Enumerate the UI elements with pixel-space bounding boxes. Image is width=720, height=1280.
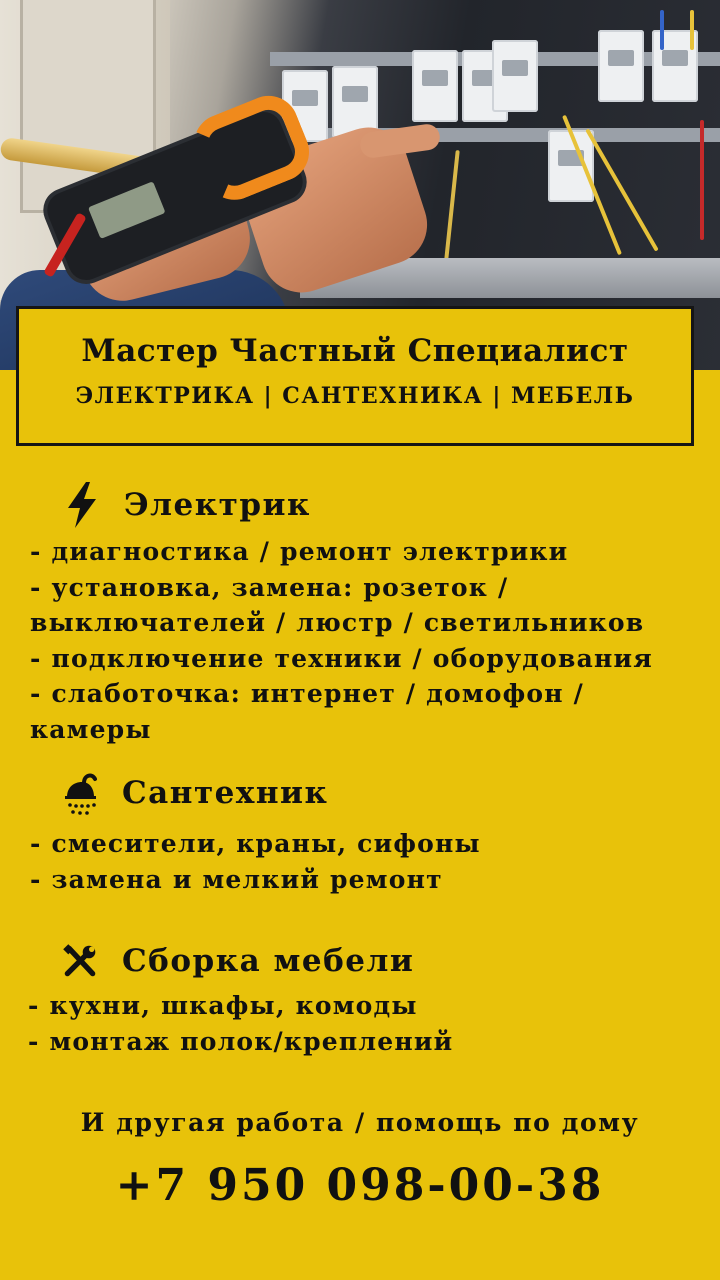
list-item: камеры (30, 714, 152, 744)
list-item: - монтаж полок/креплений (28, 1026, 454, 1056)
list-item: - смесители, краны, сифоны (30, 829, 481, 858)
section-header (0, 482, 720, 528)
title-box (16, 306, 694, 446)
list-item: - слаботочка: интернет / домофон / (30, 679, 584, 708)
list-item: - замена и мелкий ремонт (30, 864, 443, 894)
section-furniture (0, 938, 720, 1059)
section-header (0, 770, 720, 816)
list-item: - установка, замена: розеток / (30, 572, 509, 602)
list-item: - диагностика / ремонт электрики (30, 537, 569, 566)
lightning-bolt-icon (64, 485, 100, 525)
section-header (0, 938, 720, 984)
section-plumber (0, 770, 720, 897)
list-item: - кухни, шкафы, комоды (28, 991, 418, 1020)
tools-icon (62, 941, 98, 981)
section-items (0, 826, 720, 897)
shower-icon (62, 773, 98, 813)
list-item: - подключение техники / оборудования (30, 643, 653, 673)
section-title: Сборка мебели (122, 943, 415, 979)
page-subtitle: ЭЛЕКТРИКА | САНТЕХНИКА | МЕБЕЛЬ (75, 383, 635, 409)
phone-number[interactable]: +7 950 098-00-38 (115, 1160, 605, 1211)
footer-note: И другая работа / помощь по дому (80, 1108, 640, 1137)
section-electrician (0, 482, 720, 747)
list-item: выключателей / люстр / светильников (30, 608, 645, 637)
section-title: Сантехник (122, 775, 329, 811)
section-title: Электрик (124, 487, 311, 523)
section-items (0, 988, 720, 1059)
meter-display (88, 181, 166, 239)
section-items (0, 534, 720, 747)
page-title: Мастер Частный Специалист (81, 333, 629, 369)
